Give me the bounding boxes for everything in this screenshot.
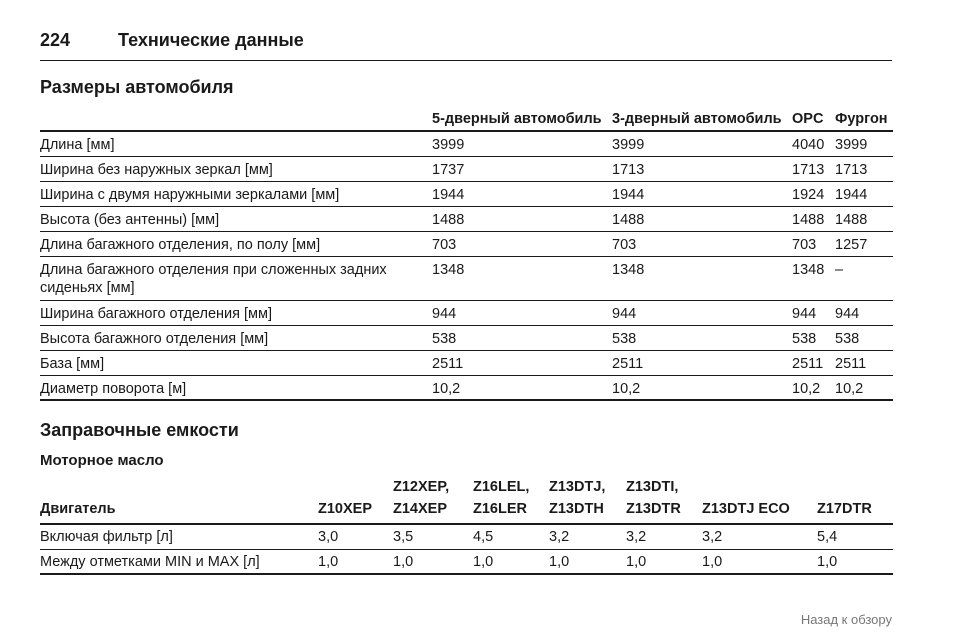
- cell-value: 1,0: [549, 549, 626, 574]
- cell-value: 3,5: [393, 524, 473, 549]
- table-row: [40, 325, 893, 350]
- column-header: 5-дверный автомобиль: [432, 102, 612, 131]
- cell-value: 2511: [792, 350, 835, 375]
- cell-value: 703: [432, 231, 612, 256]
- table-row: [40, 524, 893, 549]
- cell-value: 944: [792, 300, 835, 325]
- cell-value: 3,2: [626, 524, 702, 549]
- table-row: [40, 181, 893, 206]
- row-label: Между отметками MIN и MAX [л]: [40, 549, 318, 574]
- engine-oil-table: [40, 472, 893, 575]
- cell-value: –: [835, 256, 893, 300]
- cell-value: 1488: [612, 206, 792, 231]
- engine-model-header: Z12XEP, Z14XEP: [393, 472, 473, 524]
- engine-oil-body: [40, 524, 893, 574]
- engine-model-header: Z13DTJ, Z13DTH: [549, 472, 626, 524]
- table-row: [40, 350, 893, 375]
- cell-value: 3999: [835, 131, 893, 156]
- row-label: Диаметр поворота [м]: [40, 375, 432, 400]
- engine-model-header: Z16LEL, Z16LER: [473, 472, 549, 524]
- back-to-overview-link[interactable]: Назад к обзору: [800, 612, 892, 627]
- table-row: [40, 231, 893, 256]
- cell-value: 3,2: [549, 524, 626, 549]
- cell-value: 1713: [835, 156, 893, 181]
- page-header: [40, 20, 892, 61]
- column-header: Фургон: [835, 102, 893, 131]
- dimensions-header-row: [40, 102, 893, 131]
- engine-column-header: Двигатель: [40, 472, 318, 524]
- table-row: [40, 256, 893, 300]
- column-header: 3-дверный автомобиль: [612, 102, 792, 131]
- cell-value: 538: [835, 325, 893, 350]
- cell-value: 1257: [835, 231, 893, 256]
- row-label: Ширина без наружных зеркал [мм]: [40, 156, 432, 181]
- cell-value: 703: [612, 231, 792, 256]
- cell-value: 1737: [432, 156, 612, 181]
- cell-value: 1713: [792, 156, 835, 181]
- cell-value: 1944: [612, 181, 792, 206]
- cell-value: 538: [612, 325, 792, 350]
- engine-oil-title: Моторное масло: [40, 452, 164, 469]
- table-row: [40, 156, 893, 181]
- cell-value: 2511: [835, 350, 893, 375]
- engine-model-header: Z13DTI, Z13DTR: [626, 472, 702, 524]
- cell-value: 4,5: [473, 524, 549, 549]
- cell-value: 1,0: [473, 549, 549, 574]
- cell-value: 3999: [612, 131, 792, 156]
- cell-value: 10,2: [432, 375, 612, 400]
- row-label: Длина багажного отделения, по полу [мм]: [40, 231, 432, 256]
- cell-value: 1944: [835, 181, 893, 206]
- table-row: [40, 300, 893, 325]
- row-label: База [мм]: [40, 350, 432, 375]
- cell-value: 1,0: [393, 549, 473, 574]
- cell-value: 1,0: [318, 549, 393, 574]
- row-label: Включая фильтр [л]: [40, 524, 318, 549]
- cell-value: 2511: [432, 350, 612, 375]
- cell-value: 1944: [432, 181, 612, 206]
- cell-value: 1488: [432, 206, 612, 231]
- engine-model-header: Z10XEP: [318, 472, 393, 524]
- engine-oil-header-row: [40, 472, 893, 524]
- cell-value: 1713: [612, 156, 792, 181]
- column-header: OPC: [792, 102, 835, 131]
- cell-value: 1348: [432, 256, 612, 300]
- dimensions-table: [40, 102, 893, 401]
- engine-model-header: Z17DTR: [817, 472, 893, 524]
- cell-value: 3999: [432, 131, 612, 156]
- row-label: Длина багажного отделения при сложенных задних сиденьях [мм]: [40, 256, 432, 300]
- cell-value: 1,0: [626, 549, 702, 574]
- row-label: Ширина с двумя наружными зеркалами [мм]: [40, 181, 432, 206]
- cell-value: 1924: [792, 181, 835, 206]
- table-row: [40, 206, 893, 231]
- page-title: Технические данные: [118, 29, 304, 50]
- dimensions-title: Размеры автомобиля: [40, 77, 234, 97]
- cell-value: 944: [432, 300, 612, 325]
- cell-value: 944: [835, 300, 893, 325]
- cell-value: 538: [792, 325, 835, 350]
- cell-value: 1348: [612, 256, 792, 300]
- table-row: [40, 375, 893, 400]
- cell-value: 1488: [792, 206, 835, 231]
- cell-value: 1,0: [702, 549, 817, 574]
- row-label: Высота (без антенны) [мм]: [40, 206, 432, 231]
- capacities-title: Заправочные емкости: [40, 420, 239, 440]
- cell-value: 703: [792, 231, 835, 256]
- cell-value: 10,2: [612, 375, 792, 400]
- column-header-empty: [40, 102, 432, 131]
- dimensions-body: [40, 131, 893, 400]
- row-label: Длина [мм]: [40, 131, 432, 156]
- cell-value: 538: [432, 325, 612, 350]
- cell-value: 2511: [612, 350, 792, 375]
- cell-value: 4040: [792, 131, 835, 156]
- cell-value: 10,2: [792, 375, 835, 400]
- cell-value: 3,0: [318, 524, 393, 549]
- cell-value: 1348: [792, 256, 835, 300]
- table-row: [40, 549, 893, 574]
- cell-value: 3,2: [702, 524, 817, 549]
- row-label: Ширина багажного отделения [мм]: [40, 300, 432, 325]
- cell-value: 1,0: [817, 549, 893, 574]
- cell-value: 10,2: [835, 375, 893, 400]
- table-row: [40, 131, 893, 156]
- engine-model-header: Z13DTJ ECO: [702, 472, 817, 524]
- row-label: Высота багажного отделения [мм]: [40, 325, 432, 350]
- cell-value: 944: [612, 300, 792, 325]
- page-number: 224: [40, 29, 71, 50]
- cell-value: 5,4: [817, 524, 893, 549]
- cell-value: 1488: [835, 206, 893, 231]
